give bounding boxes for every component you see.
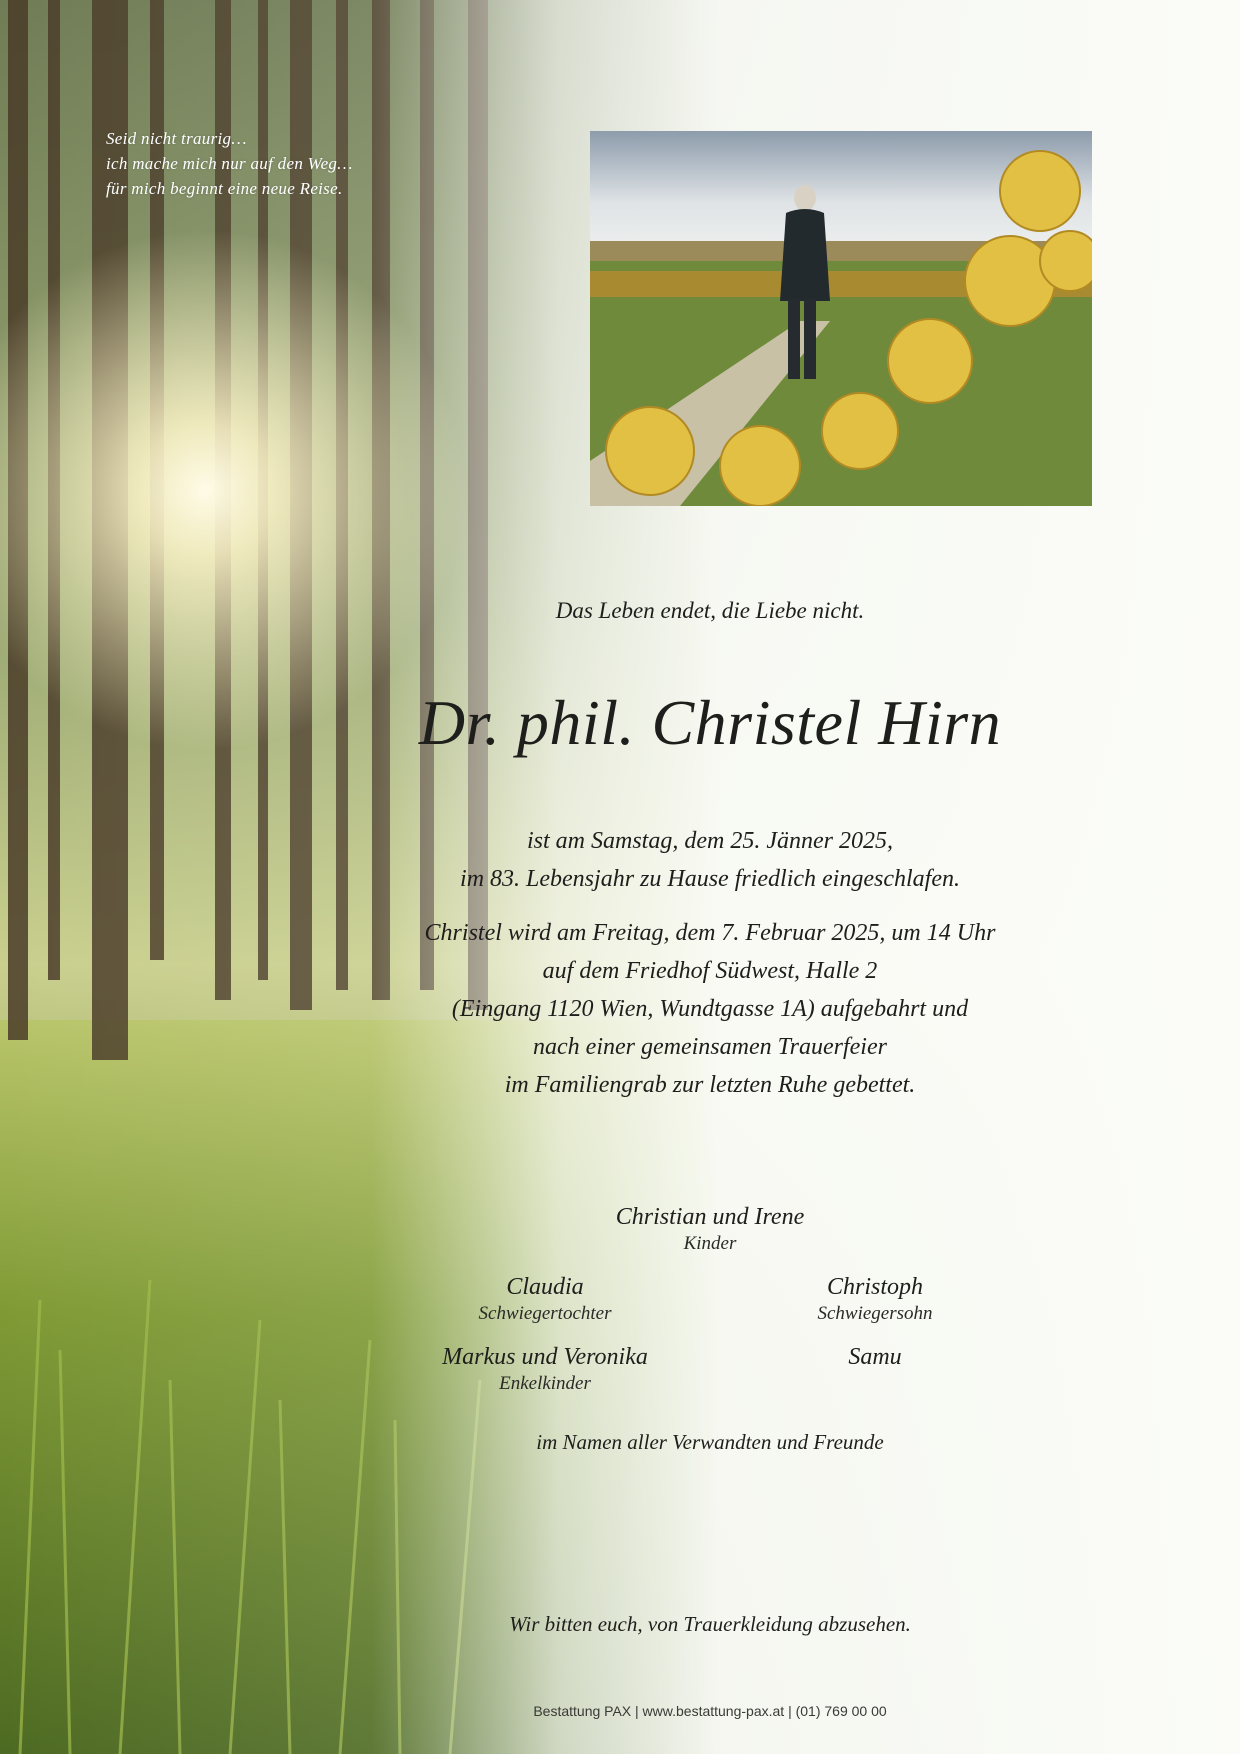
closing-line: im Namen aller Verwandten und Freunde bbox=[536, 1430, 884, 1454]
funeral-line: im Familiengrab zur letzten Ruhe gebettet. bbox=[504, 1072, 916, 1098]
death-notice-line: ist am Samstag, dem 25. Jänner 2025, bbox=[527, 828, 893, 854]
death-notice bbox=[380, 822, 1040, 898]
mourner-relation: Enkelkinder bbox=[499, 1373, 591, 1394]
death-notice-line: im 83. Lebensjahr zu Hause friedlich eingeschlafen. bbox=[460, 866, 960, 892]
mourner-name: Markus und Veronika bbox=[442, 1344, 648, 1370]
funeral-line: (Eingang 1120 Wien, Wundtgasse 1A) aufgebahrt und bbox=[451, 996, 969, 1022]
mourner-relation: Kinder bbox=[683, 1233, 737, 1254]
mourner-name: Christoph bbox=[826, 1274, 924, 1300]
mourner-other bbox=[740, 1343, 1010, 1371]
mourner-children bbox=[560, 1203, 860, 1257]
mourner-name: Claudia bbox=[506, 1274, 584, 1300]
mourner-daughter-in-law bbox=[400, 1273, 690, 1327]
poem-line: Seid nicht traurig… bbox=[106, 129, 247, 148]
portrait-photo bbox=[590, 131, 1092, 506]
funeral-line: auf dem Friedhof Südwest, Halle 2 bbox=[542, 958, 878, 984]
deceased-name: Dr. phil. Christel Hirn bbox=[418, 687, 1002, 758]
mourner-relation: Schwiegersohn bbox=[817, 1303, 933, 1324]
funeral-line: nach einer gemeinsamen Trauerfeier bbox=[533, 1034, 887, 1060]
mourner-name: Samu bbox=[848, 1344, 902, 1370]
mourner-relation: Schwiegertochter bbox=[478, 1303, 612, 1324]
mourner-grandchildren bbox=[400, 1343, 690, 1397]
funeral-line: Christel wird am Freitag, dem 7. Februar 2025, um 14 Uhr bbox=[424, 920, 996, 946]
poem-line: ich mache mich nur auf den Weg… bbox=[106, 154, 353, 173]
poem bbox=[106, 126, 466, 201]
funeral-details bbox=[380, 914, 1040, 1104]
motto: Das Leben endet, die Liebe nicht. bbox=[555, 598, 865, 623]
mourner-son-in-law bbox=[740, 1273, 1010, 1327]
footer-contact: Bestattung PAX | www.bestattung-pax.at | (01) 769 00 00 bbox=[533, 1703, 887, 1719]
dress-code-request: Wir bitten euch, von Trauerkleidung abzusehen. bbox=[509, 1612, 911, 1636]
poem-line: für mich beginnt eine neue Reise. bbox=[106, 179, 343, 198]
mourner-name: Christian und Irene bbox=[615, 1204, 805, 1230]
